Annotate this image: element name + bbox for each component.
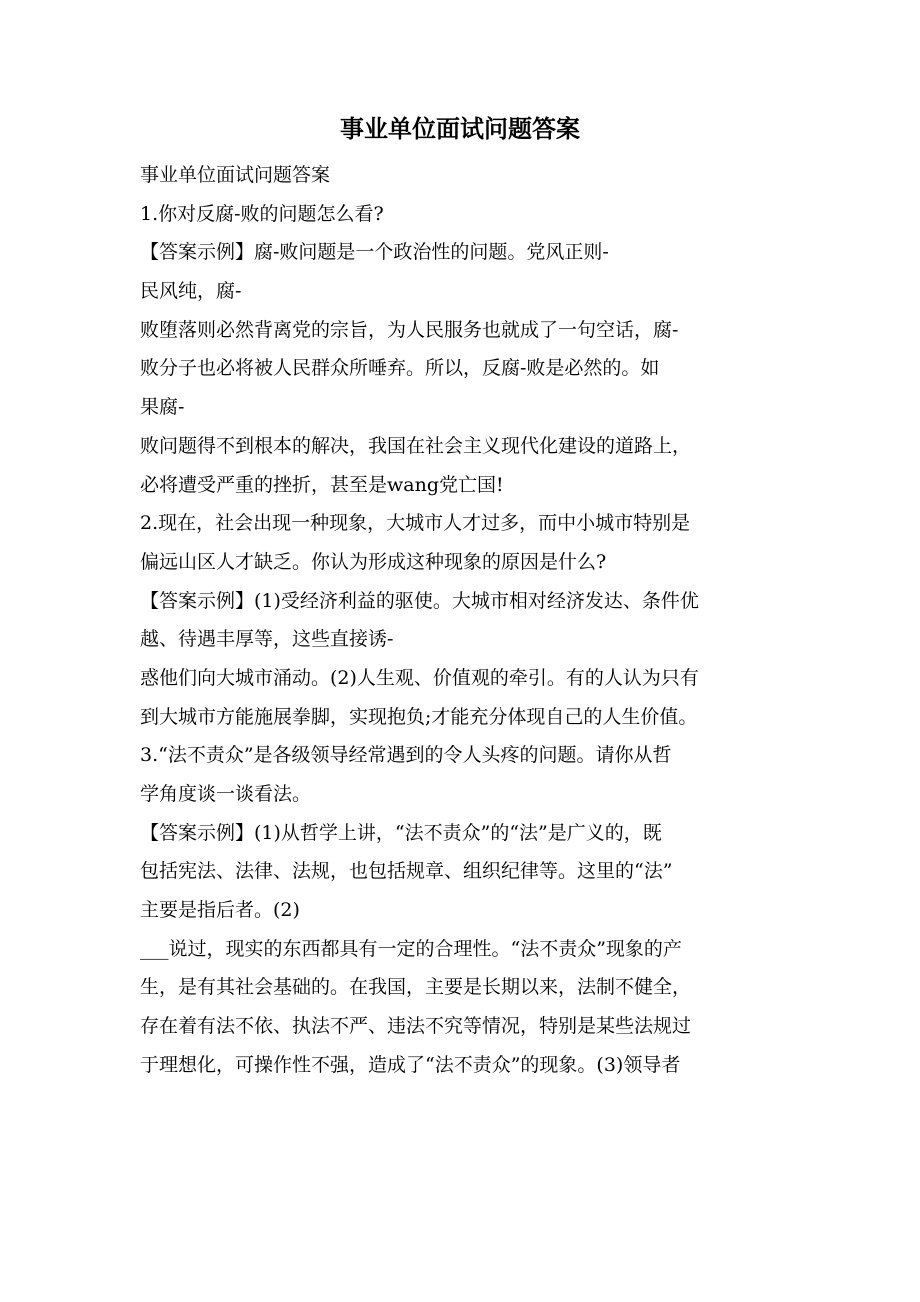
text-line: 民风纯，腐- [140,280,242,303]
text-line: 【答案示例】腐-败问题是一个政治性的问题。党风正则- [140,241,609,264]
text-line: 败堕落则必然背离党的宗旨，为人民服务也就成了一句空话，腐- [140,318,679,341]
text-line: 事业单位面试问题答案 [140,164,331,186]
text-line: 必将遭受严重的挫折，甚至是wang党亡国! [140,473,504,496]
text-line: 惑他们向大城市涌动。(2)人生观、价值观的牵引。有的人认为只有 [140,666,699,689]
text-line: 败问题得不到根本的解决，我国在社会主义现代化建设的道路上， [140,434,692,457]
text-line: 【答案示例】(1)受经济利益的驱使。大城市相对经济发达、条件优 [140,589,699,612]
text-line: 于理想化，可操作性不强，造成了“法不责众”的现象。(3)领导者 [140,1053,681,1076]
text-line: 主要是指后者。(2) [140,899,300,922]
text-line: 偏远山区人才缺乏。你认为形成这种现象的原因是什么? [140,550,607,573]
document-title: 事业单位面试问题答案 [340,114,580,143]
text-line: 学角度谈一谈看法。 [140,783,312,805]
text-line: 3.“法不责众”是各级领导经常遇到的令人头疼的问题。请你从哲 [140,744,672,767]
text-line: 包括宪法、法律、法规，也包括规章、组织纪律等。这里的“法” [140,860,673,883]
text-line: 果腐- [140,396,185,419]
text-line: ___说过，现实的东西都具有一定的合理性。“法不责众”现象的产 [140,937,682,960]
text-line: 1.你对反腐-败的问题怎么看? [140,202,384,225]
text-line: 2.现在，社会出现一种现象，大城市人才过多，而中小城市特别是 [140,512,691,535]
text-line: 生，是有其社会基础的。在我国，主要是长期以来，法制不健全， [140,976,692,999]
text-line: 【答案示例】(1)从哲学上讲，“法不责众”的“法”是广义的，既 [140,821,662,844]
document-body [140,156,800,1085]
text-line: 到大城市方能施展拳脚，实现抱负;才能充分体现自己的人生价值。 [140,705,698,728]
text-line: 败分子也必将被人民群众所唾弃。所以，反腐-败是必然的。如 [140,357,660,380]
text-line: 存在着有法不依、执法不严、违法不究等情况，特别是某些法规过 [140,1015,692,1038]
text-line: 越、待遇丰厚等，这些直接诱- [140,628,394,651]
